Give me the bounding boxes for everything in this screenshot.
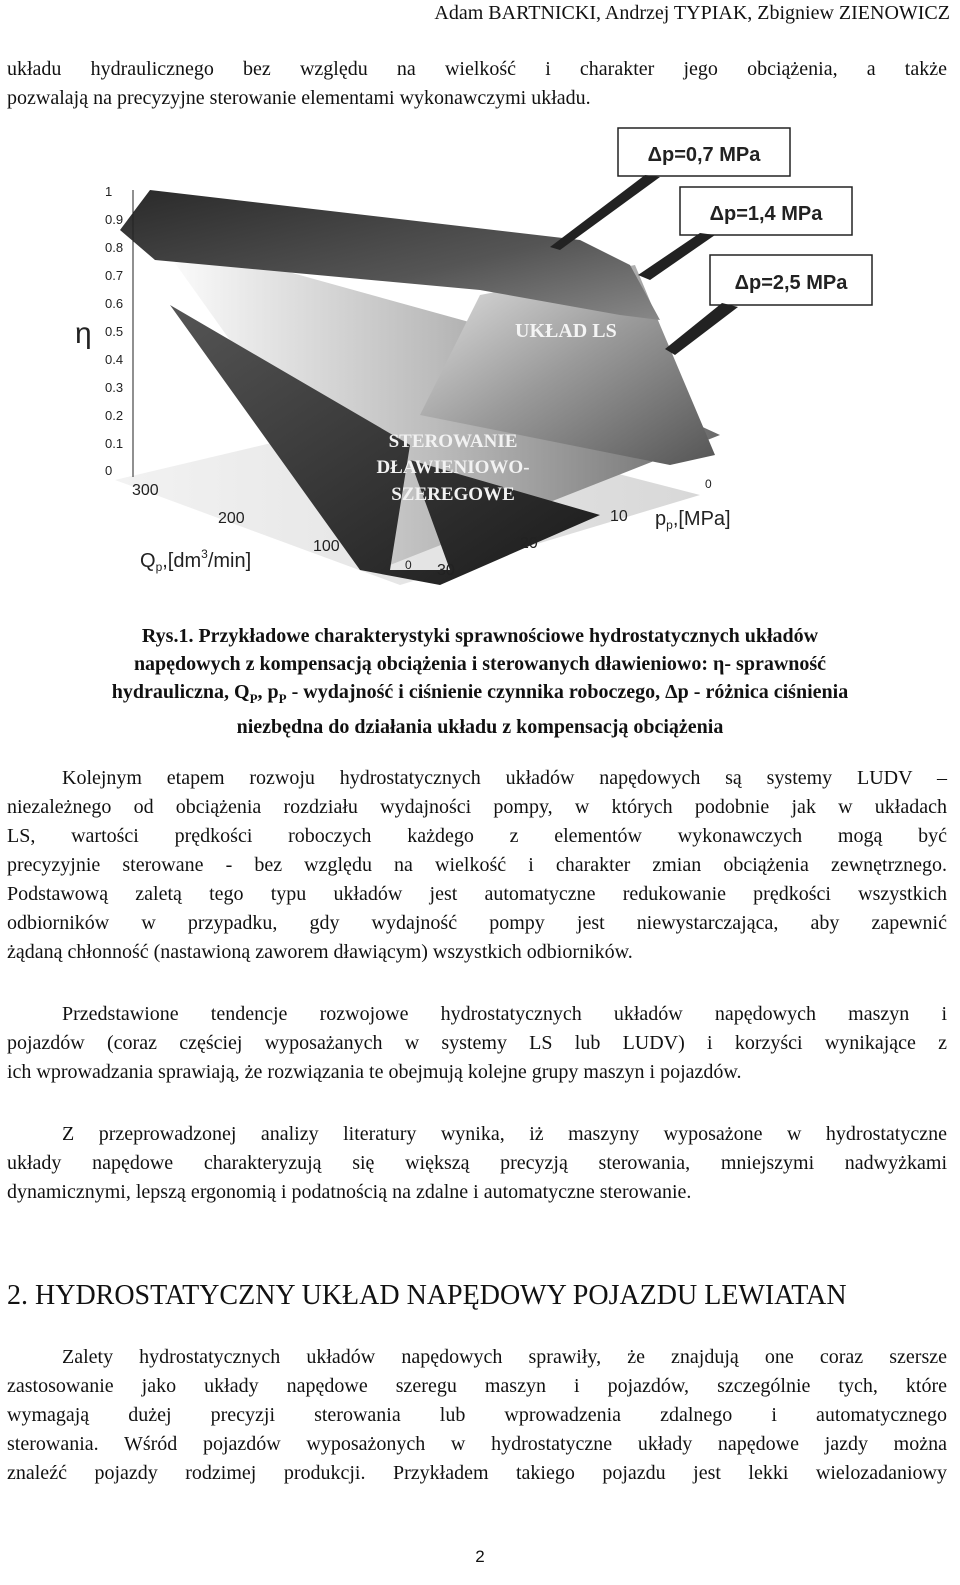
caption-line: napędowych z kompensacją obciążenia i sterowanych dławieniowo: η- sprawność [133, 653, 827, 675]
q-tick: 200 [218, 510, 245, 527]
text-line: wymagają dużej precyzji sterowania lub wprowadzenia zdalnego i automatycznego [7, 1404, 947, 1426]
eta-tick: 0.1 [105, 436, 124, 451]
intro-paragraph [7, 55, 947, 113]
eta-tick: 0 [105, 463, 113, 478]
svg-text:SZEREGOWE: SZEREGOWE [391, 484, 515, 505]
p-tick: 10 [610, 508, 628, 525]
caption-line: Rys.1. Przykładowe charakterystyki sprawnościowe hydrostatycznych układów [141, 625, 819, 647]
q-tick: 0 [405, 558, 412, 572]
text-line: Kolejnym etapem rozwoju hydrostatycznych układów napędowych są systemy LUDV – [62, 767, 947, 789]
caption-line: niezbędna do działania układu z kompensacją obciążenia [236, 716, 724, 738]
text-line: układu hydraulicznego bez względu na wielkość i charakter jego obciążenia, a także [7, 58, 947, 80]
ls-surface-label: UKŁAD LS [515, 320, 617, 342]
text-line: Przedstawione tendencje rozwojowe hydrostatycznych układów napędowych maszyn i [62, 1003, 947, 1025]
page-number: 2 [475, 1547, 485, 1566]
text-line: sterowania. Wśród pojazdów wyposażonych w hydrostatyczne układy napędowe jazdy można [7, 1433, 947, 1455]
text-line: zastosowanie jako układy napędowe szeregu maszyn i pojazdów, szczególnie tych, które [7, 1375, 947, 1397]
eta-tick: 0.4 [105, 352, 124, 367]
caption-line: hydrauliczna, $Q_P$, $p_P$ - wydajność i ciśnienie czynnika roboczego, Δp - różnica ciśnienia [111, 681, 849, 706]
p-axis-label: $p_p,[MPa]$ [655, 508, 731, 532]
eta-tick: 0.2 [105, 408, 124, 423]
running-header-authors: Adam BARTNICKI, Andrzej TYPIAK, Zbigniew ZIENOWICZ [434, 2, 950, 24]
text-line: Zalety hydrostatycznych układów napędowych sprawiły, że znajdują one coraz szersze [62, 1346, 947, 1368]
eta-tick: 0.8 [105, 240, 124, 255]
callout-dp-25 [665, 255, 872, 355]
eta-axis-ticks [105, 184, 123, 478]
paragraph-analysis [7, 1120, 947, 1207]
q-tick: 300 [132, 482, 159, 499]
eta-tick: 0.7 [105, 268, 124, 283]
text-line: LS, wartości prędkości roboczych każdego z elementów wykonawczych mogą być [7, 825, 947, 847]
text-line: precyzyjnie sterowane - bez względu na wielkość i charakter zmian obciążenia zewnętrznego. [7, 854, 947, 876]
efficiency-surface-figure [60, 115, 920, 605]
eta-tick: 0.9 [105, 212, 124, 227]
paragraph-trends [7, 1000, 947, 1087]
p-tick: 20 [520, 535, 538, 552]
text-line: pozwalają na precyzyjne sterowanie elementami wykonawczymi układu. [7, 87, 591, 109]
p-tick: 0 [705, 477, 712, 491]
q-tick: 100 [313, 538, 340, 555]
text-line: ich wprowadzania sprawiają, że rozwiązania te obejmują kolejne grupy maszyn i pojazdów. [7, 1061, 742, 1083]
figure-caption [20, 622, 940, 741]
eta-tick: 0.3 [105, 380, 124, 395]
p-tick: 30 [437, 562, 455, 579]
text-line: żądaną chłonność (nastawioną zaworem dławiącym) wszystkich odbiorników. [7, 941, 633, 963]
svg-text:Δp=1,4 MPa: Δp=1,4 MPa [709, 203, 823, 225]
text-line: Z przeprowadzonej analizy literatury wynika, iż maszyny wyposażone w hydrostatyczne [62, 1123, 947, 1145]
eta-tick: 1 [105, 184, 113, 199]
text-line: Podstawową zaletą tego typu układów jest automatyczne redukowanie prędkości wszystkich [7, 883, 947, 905]
section-heading: 2. HYDROSTATYCZNY UKŁAD NAPĘDOWY POJAZDU LEWIATAN [7, 1280, 847, 1311]
eta-tick: 0.6 [105, 296, 124, 311]
svg-text:DŁAWIENIOWO-: DŁAWIENIOWO- [376, 457, 530, 478]
svg-text:Δp=2,5 MPa: Δp=2,5 MPa [734, 272, 848, 294]
q-axis-label: $Q_p,[dm^3/\min]$ [140, 547, 252, 574]
text-line: znaleźć pojazdy rodzimej produkcji. Przykładem takiego pojazdu jest lekki wielozadaniowy [7, 1462, 947, 1484]
eta-tick: 0.5 [105, 324, 124, 339]
svg-text:STEROWANIE: STEROWANIE [388, 431, 518, 452]
text-line: odbiorników w przypadku, gdy wydajność pompy jest niewystarczająca, aby zapewnić [7, 912, 947, 934]
figure-graphic [60, 115, 920, 605]
eta-axis-symbol: η [75, 317, 92, 350]
text-line: dynamicznymi, lepszą ergonomią i podatnością na zdalne i automatyczne sterowanie. [7, 1181, 692, 1203]
svg-text:Δp=0,7 MPa: Δp=0,7 MPa [647, 144, 761, 166]
paragraph-ludv [7, 764, 947, 967]
throttle-surface-label [376, 431, 529, 505]
text-line: niezależnego od obciążenia rozdziału wydajności pompy, w których podobnie jak w układach [7, 796, 947, 818]
paragraph-section-intro [7, 1343, 947, 1488]
text-line: pojazdów (coraz częściej wyposażanych w systemy LS lub LUDV) i korzyści wynikające z [7, 1032, 947, 1054]
text-line: układy napędowe charakteryzują się większą precyzją sterowania, mniejszymi nadwyżkami [7, 1152, 947, 1174]
